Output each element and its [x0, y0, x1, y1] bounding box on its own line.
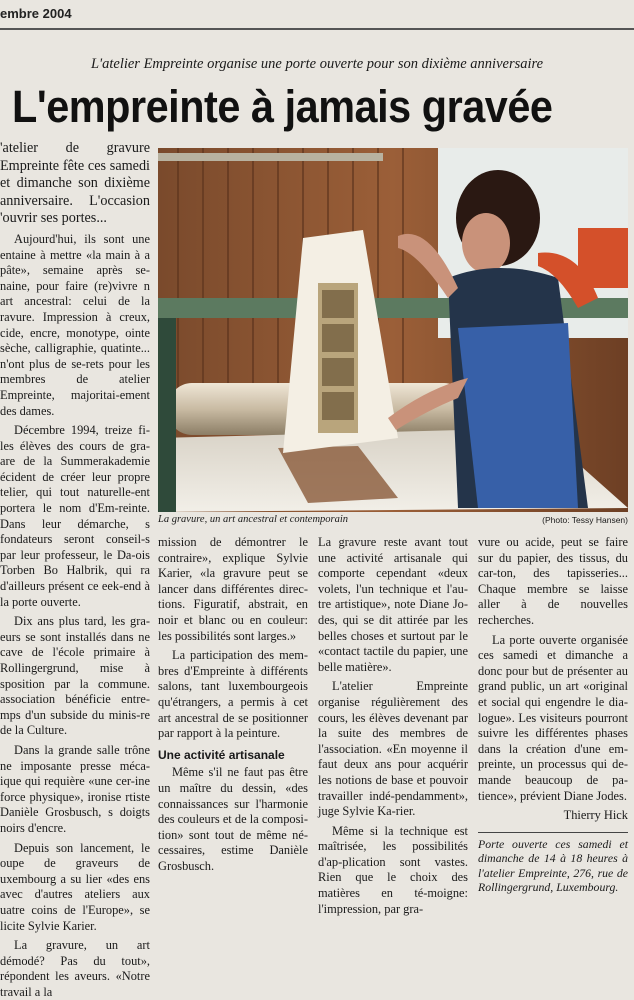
paragraph: La gravure, un art démodé? Pas du tout», répondent les aveurs. «Notre travail a la [0, 938, 150, 999]
paragraph: La porte ouverte organisée ces samedi et dimanche a donc pour but de présenter au grand public, un art «original et social qui engendre le dia-logue». Les visiteurs pourront suivre les différentes phases dans la création d'une em-preinte, un processus qui de-mande beaucoup de pa-tience», prévient Diane Jodes. [478, 632, 628, 803]
paragraph: vure ou acide, peut se faire sur du papier, des tissus, du car-ton, des tapisseries... Chaque membre se laisse aller à de nouvelles recherches. [478, 535, 628, 627]
paragraph: Même si la technique est maîtrisée, les possibilités d'ap-plication sont vastes. Rien que le choix des matières en té-moigne: l'impression, par gra- [318, 823, 468, 916]
paragraph: Décembre 1994, treize fi-les élèves des cours de gra-are de la Summerakademie écident de créer leur propre telier, qui tout naturelle-ent portera le nom d'Em-reinte. Dans leur démarche, s fondateurs seront conseil-s par leur professeur, le Da-ois Torben Bo Halbrik, qui ra d'ailleurs présent ce eek-end à la porte ouverte. [0, 423, 150, 609]
header-divider [0, 28, 634, 30]
event-info: Porte ouverte ces samedi et dimanche de 14 à 18 heures à l'atelier Empreinte, 276, rue de Rollingergrund, Luxembourg. [478, 836, 628, 895]
article-column-3 [318, 535, 468, 916]
paragraph: La gravure reste avant tout une activité artisanale qui comporte cependant «deux volets, l'un technique et l'au-tre artistique», note Diane Jo-des, qui se dit attirée par les belles choses et surtout par le «contact tactile du papier, une belle matière». [318, 535, 468, 674]
paragraph: L'atelier Empreinte organise régulièrement des cours, les élèves devenant par la suite des membres de l'association. «En moyenne il faut deux ans pour acquérir les notions de base et pouvoir travailler indé-pendamment», juge Sylvie Ka-rier. [318, 679, 468, 819]
info-divider [478, 832, 628, 833]
article-column-1 [0, 140, 150, 999]
article-column-2 [158, 535, 308, 873]
author-signature: Thierry Hick [563, 808, 628, 823]
article-subhead: Une activité artisanale [158, 747, 285, 762]
article-column-4 [478, 535, 628, 895]
paragraph: Depuis son lancement, le oupe de graveurs de uxembourg a su lier «des ens avec d'autres ateliers aux uatre coins de l'Europe», se licite Sylvie Karier. [0, 840, 150, 933]
photo-caption: La gravure, un art ancestral et contemporain [158, 514, 349, 525]
article-headline: L'empreinte à jamais gravée [12, 81, 553, 132]
paragraph: Aujourd'hui, ils sont une entaine à mettre «la main à a pâte», semaine après se-naine, pour faire (re)vivre n art ancestral: celui de la ravure. Impression à creux, cide, encre, monotype, ointe sèche, calligraphie, quatinte... n'ont plus de se-rets pour les membres de atelier Empreinte, majoritai-ement des dames. [0, 231, 150, 418]
printmaker-photo-illustration [158, 148, 628, 512]
paragraph: Dans la grande salle trône ne imposante presse méca-ique qui requière «une cer-ine force physique», ironise rtiste Danièle Grosbusch, s doigts noirs d'encre. [0, 742, 150, 835]
paragraph: La participation des mem-bres d'Empreinte à différents salons, tant luxembourgeois qu'étrangers, a permis à cet art ancestral de se positionner par rapport à la peinture. [158, 648, 308, 741]
paragraph: mission de démontrer le contraire», explique Sylvie Karier, «la gravure peut se lancer dans différentes direc-tions. Figuratif, abstrait, en noir et blanc ou en couleur: les possibilités sont larges.» [158, 535, 308, 643]
paragraph: Dix ans plus tard, les gra-eurs se sont installés dans ne cave de l'école primaire à Rollingergrund, mise à sposition par la commune. association bénéficie entre-mps d'un subside du minis-re de la Culture. [0, 614, 150, 738]
photo-credit: (Photo: Tessy Hansen) [542, 515, 628, 525]
issue-date: embre 2004 [0, 6, 72, 21]
article-photo [158, 148, 628, 512]
article-lead: 'atelier de gravure Empreinte fête ces samedi et dimanche son dixième anniversaire. L'occasion 'ouvrir ses portes... [0, 140, 150, 227]
article-kicker: L'atelier Empreinte organise une porte ouverte pour son dixième anniversaire [90, 56, 544, 72]
paragraph: Même s'il ne faut pas être un maître du dessin, «des connaissances sur l'harmonie des couleurs et de la composi-tion» sont tout de même né-cessaires, estime Danièle Grosbusch. [158, 765, 308, 873]
